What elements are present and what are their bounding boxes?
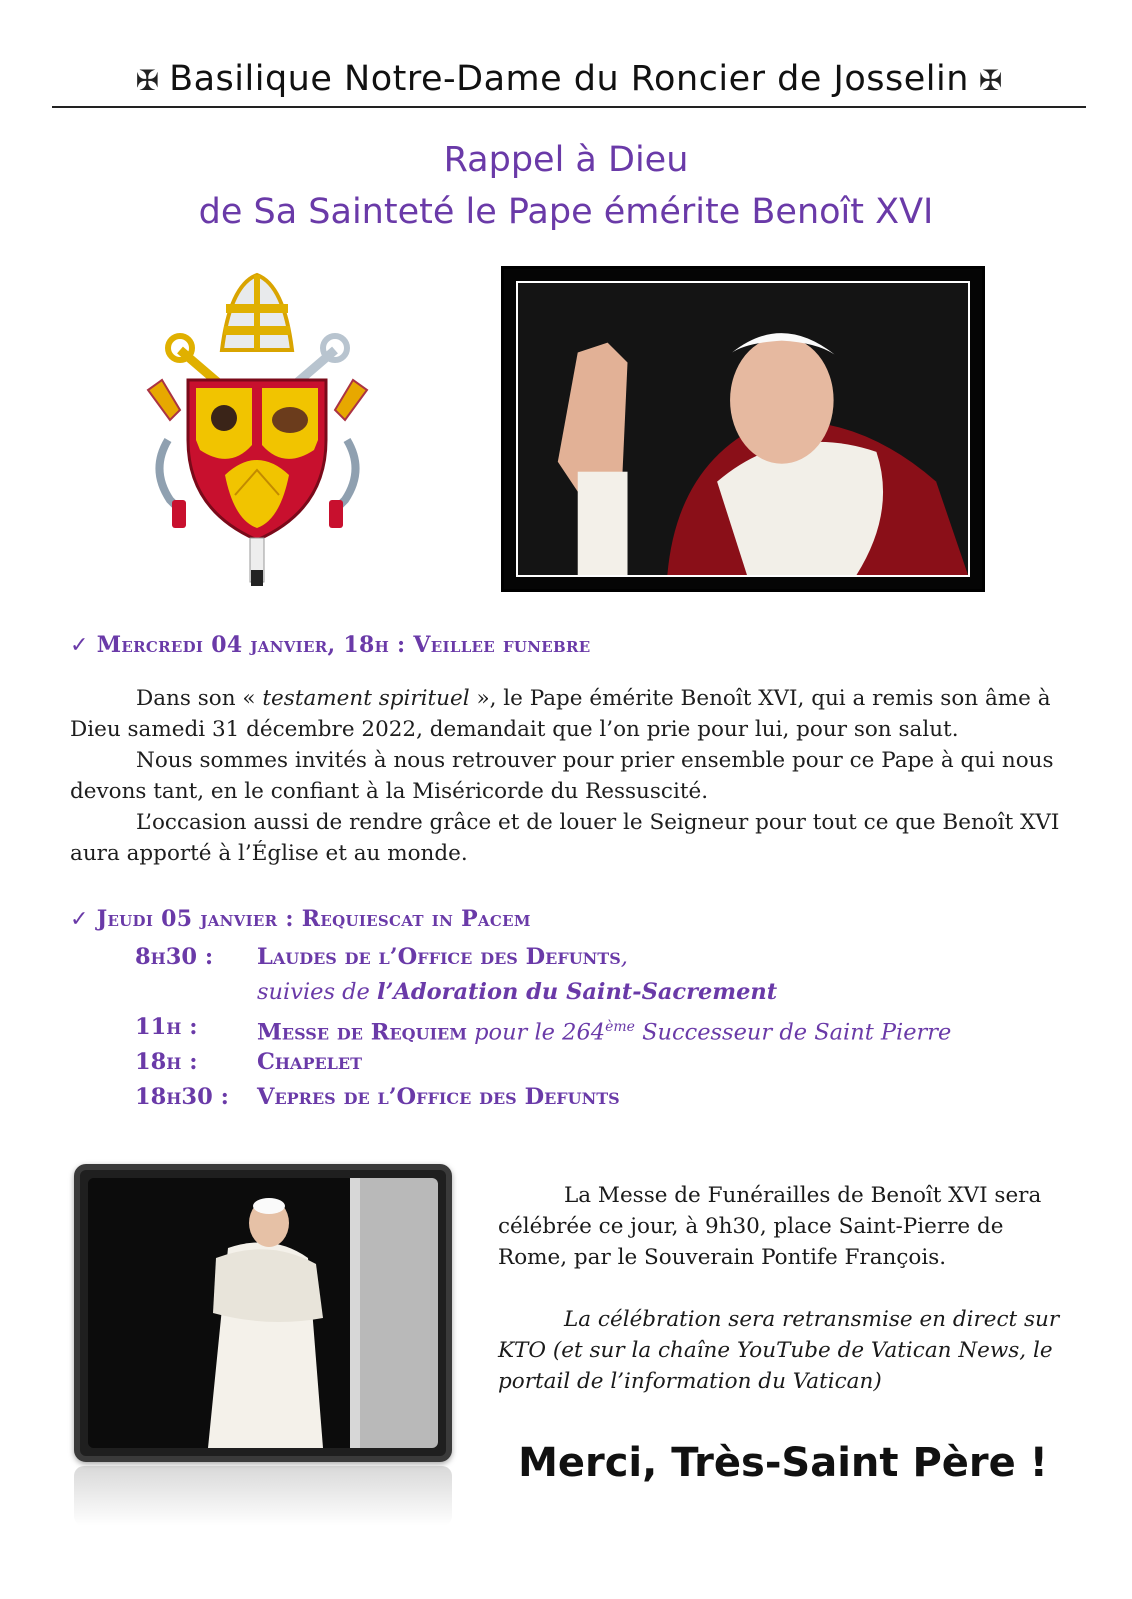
vigil-paragraph-1 <box>70 683 1080 745</box>
schedule-item-suffix-a: pour le 264 <box>466 1019 606 1046</box>
section-heading-vigil <box>70 632 591 658</box>
farewell-photo-frame <box>74 1164 452 1462</box>
pope-waving-photo <box>516 281 970 577</box>
page-header <box>52 52 1086 108</box>
schedule-item-main: Laudes de l’Office des Defunts <box>257 944 621 970</box>
schedule-time: 8h30 : <box>135 944 214 970</box>
schedule-time: 11h : <box>135 1014 198 1040</box>
schedule-item-sup: ème <box>605 1019 635 1035</box>
cross-pattee-icon: ✠ <box>135 64 160 97</box>
cross-pattee-icon: ✠ <box>978 64 1003 97</box>
schedule-item-main: Messe de Requiem <box>257 1019 467 1046</box>
schedule-time: 18h : <box>135 1049 198 1075</box>
vigil-paragraph-2: Nous sommes invités à nous retrouver pour prier ensemble pour ce Pape à qui nous devons tant, en le confiant à la Miséricorde du Ressuscité. <box>70 748 1054 804</box>
vigil-paragraph-3: L’occasion aussi de rendre grâce et de louer le Seigneur pour tout ce que Benoît XVI aura apporté à l’Église et au monde. <box>70 810 1060 866</box>
basilica-title: Basilique Notre-Dame du Roncier de Josselin <box>169 59 969 99</box>
schedule-time: 18h30 : <box>135 1084 229 1110</box>
schedule-item <box>257 1010 951 1050</box>
schedule-item <box>257 975 777 1009</box>
schedule-continuation-b: l’Adoration du Saint-Sacrement <box>377 979 778 1005</box>
schedule-item: Vepres de l’Office des Defunts <box>257 1084 620 1110</box>
para1-text-a: Dans son « <box>136 686 263 711</box>
pope-portrait-frame <box>501 266 985 592</box>
vigil-heading-text: Mercredi 04 janvier, 18h : Veillee funebre <box>96 632 591 658</box>
schedule-item: Chapelet <box>257 1049 363 1075</box>
closing-thanks: Merci, Très-Saint Père ! <box>518 1440 1048 1486</box>
para1-text-b: testament spirituel <box>262 686 470 711</box>
broadcast-paragraph: La célébration sera retransmise en direct sur KTO (et sur la chaîne YouTube de Vatican News, le portail de l’information du Vatican) <box>498 1307 1060 1394</box>
main-title-line2: de Sa Sainteté le Pape émérite Benoît XVI <box>198 192 934 232</box>
papal-coat-of-arms-image <box>140 270 375 590</box>
pope-leaving-photo <box>88 1178 438 1448</box>
main-title-line1: Rappel à Dieu <box>443 140 689 180</box>
schedule-item-suffix: , <box>620 944 628 970</box>
checkmark-icon: ✓ <box>70 633 89 658</box>
section-heading-requiescat <box>70 906 531 932</box>
requiescat-heading-text: Jeudi 05 janvier : Requiescat in Pacem <box>96 906 531 932</box>
para1-text-c: », le Pape émérite Benoît XVI, qui a remis son âme à Dieu samedi 31 décembre 2022, demandait que l’on prie pour lui, pour son salut. <box>70 686 1051 742</box>
schedule-item-suffix-b: Successeur de Saint Pierre <box>634 1019 952 1046</box>
schedule-item <box>257 940 628 974</box>
checkmark-icon: ✓ <box>70 907 89 932</box>
photo-reflection <box>74 1466 452 1526</box>
schedule-continuation-a: suivies de <box>257 979 378 1005</box>
funeral-mass-paragraph: La Messe de Funérailles de Benoît XVI sera célébrée ce jour, à 9h30, place Saint-Pierre de Rome, par le Souverain Pontife François. <box>498 1183 1042 1270</box>
